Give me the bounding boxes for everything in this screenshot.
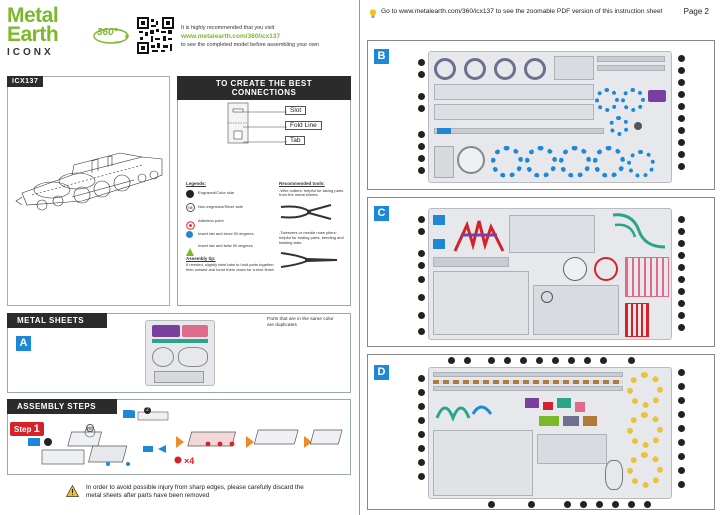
badge-360-text: 360°	[97, 27, 118, 38]
sheet-d-label: D	[374, 365, 389, 380]
part-number-marker	[504, 357, 511, 364]
qr-url-link[interactable]: www.metalearth.com/360/icx137	[181, 33, 281, 40]
locomotive-illustration	[12, 135, 167, 217]
legend-row-attention	[186, 217, 274, 226]
part-number-marker	[678, 411, 685, 418]
legend-row-twist	[186, 243, 274, 251]
metal-part	[648, 90, 666, 102]
part-number-marker	[568, 357, 575, 364]
part-number-marker	[678, 264, 685, 271]
sheet-d-panel	[367, 354, 715, 510]
part-number-marker	[528, 501, 535, 508]
qr-code[interactable]	[137, 17, 174, 54]
metal-part	[433, 372, 623, 377]
part-number-marker	[418, 155, 425, 162]
needle-nose-pliers-icon	[279, 249, 339, 271]
metal-part	[627, 452, 663, 488]
metal-part	[491, 146, 523, 178]
callout-number: 2	[144, 407, 151, 414]
legend-row-silver	[186, 203, 274, 212]
sheet-b-panel	[367, 40, 715, 190]
sheet-d-plate[interactable]	[428, 367, 672, 499]
part-number-marker	[678, 139, 685, 146]
metal-part	[152, 339, 208, 343]
page-divider	[359, 0, 360, 515]
part-number-marker	[678, 91, 685, 98]
qr-text	[181, 25, 351, 48]
metal-part	[433, 386, 623, 391]
brand-line2: Earth	[7, 23, 59, 46]
step-label: Step	[14, 425, 32, 434]
metal-part	[594, 257, 618, 281]
metal-part	[537, 434, 607, 464]
metal-part	[464, 58, 486, 80]
metal-sheets-title: METAL SHEETS	[7, 313, 107, 328]
step-number: 1	[33, 423, 40, 435]
part-number-marker	[628, 501, 635, 508]
part-number-marker	[418, 228, 425, 235]
legend-bend: Insert tab and bend 90 degrees	[198, 230, 254, 236]
part-number-marker	[678, 67, 685, 74]
part-number-marker	[678, 312, 685, 319]
metal-part	[543, 402, 553, 410]
metal-part	[178, 347, 208, 367]
part-number-marker	[678, 163, 685, 170]
part-number-marker	[418, 459, 425, 466]
part-number-marker	[678, 127, 685, 134]
metal-part	[437, 128, 451, 134]
part-number-marker	[536, 357, 543, 364]
tip-title: Assembly tip:	[186, 255, 216, 261]
fold-line-label: Fold Line	[285, 121, 322, 130]
duplicates-note: Parts that are in the same color are duplicates	[267, 317, 334, 328]
part-number-marker	[418, 71, 425, 78]
part-number-marker	[678, 151, 685, 158]
tools-pliers: -Tweezers or needle nose pliers: helpful for folding parts, bending and twisting tabs.	[279, 230, 344, 245]
warning-text: In order to avoid possible injury from sharp edges, please carefully discard the metal sheets after parts have been removed	[86, 484, 304, 500]
metal-part	[557, 398, 571, 408]
teal-parts	[435, 394, 495, 424]
part-number-marker	[678, 453, 685, 460]
part-number-marker	[418, 93, 425, 100]
attention-icon	[186, 217, 195, 226]
legend-engraved: Engraved/Color side	[198, 190, 235, 196]
part-number-marker	[596, 501, 603, 508]
part-number-marker	[678, 397, 685, 404]
callout-box: D	[132, 407, 136, 413]
part-number-marker	[678, 300, 685, 307]
metal-part	[539, 416, 559, 426]
brand-line1: Metal	[7, 4, 59, 27]
metal-part	[434, 104, 594, 120]
part-number-marker	[418, 276, 425, 283]
tools-cutters: -Wire cutters: helpful for taking parts from the metal sheets.	[279, 187, 344, 198]
legend-row-engraved	[186, 190, 274, 198]
bend-tab-icon	[186, 231, 193, 238]
slot-label: Slot	[285, 106, 306, 115]
metal-part	[525, 398, 539, 408]
part-number-marker	[418, 389, 425, 396]
model-panel	[7, 76, 170, 306]
metal-part	[433, 430, 533, 496]
sheet-c-panel	[367, 197, 715, 347]
sheet-c-plate[interactable]	[428, 208, 672, 340]
part-number-marker	[418, 131, 425, 138]
metal-part	[625, 257, 669, 297]
metal-part	[433, 239, 445, 249]
part-number-marker	[418, 403, 425, 410]
metal-part	[593, 146, 625, 178]
part-number-marker	[678, 467, 685, 474]
legend-silver: Non-engraved/Silver side	[198, 203, 243, 209]
zoomable-pdf-link[interactable]: Go to www.metalearth.com/360/icx137 to see the zoomable PDF version of this instruction sheet	[381, 7, 663, 15]
part-number-marker	[644, 501, 651, 508]
part-number-marker	[678, 240, 685, 247]
silver-side-icon: NE	[186, 203, 195, 212]
part-number-marker	[678, 79, 685, 86]
metal-part	[434, 84, 594, 100]
part-number-marker	[418, 262, 425, 269]
sheet-b-label: B	[374, 49, 389, 64]
metal-part	[433, 257, 509, 267]
assembly-ne-mark: NE	[87, 426, 93, 431]
assembly-title: ASSEMBLY STEPS	[7, 399, 117, 414]
metal-part	[433, 271, 529, 335]
model-code: ICX137	[7, 76, 43, 87]
part-number-marker	[678, 324, 685, 331]
tip-text: If needed, slightly twist tabs to hold parts together then untwist and bend them down for a nice finish	[186, 262, 274, 273]
part-number-marker	[678, 369, 685, 376]
part-number-marker	[678, 439, 685, 446]
part-number-marker	[678, 228, 685, 235]
metal-part	[625, 303, 649, 337]
legend-block	[186, 181, 274, 273]
warning-icon	[66, 485, 79, 497]
brand-logo	[7, 6, 77, 66]
page-number: Page 2	[683, 6, 709, 16]
metal-part	[597, 56, 665, 62]
metal-part	[583, 416, 597, 426]
sheet-c-label: C	[374, 206, 389, 221]
part-number-marker	[612, 501, 619, 508]
part-number-marker	[418, 312, 425, 319]
part-number-marker	[418, 328, 425, 335]
metal-part	[559, 146, 591, 178]
assembly-panel	[7, 399, 351, 475]
part-number-marker	[488, 357, 495, 364]
part-number-marker	[678, 425, 685, 432]
metal-part	[541, 291, 553, 303]
part-number-marker	[580, 501, 587, 508]
right-header	[369, 6, 709, 16]
metal-part	[494, 58, 516, 80]
qr-code-icon	[137, 17, 174, 54]
part-number-marker	[418, 445, 425, 452]
metal-part	[627, 412, 663, 448]
legend-attention: Attention point	[198, 217, 224, 223]
metal-part	[605, 460, 623, 490]
part-number-marker	[678, 383, 685, 390]
times-four: ×4	[184, 456, 195, 466]
sheet-b-plate[interactable]	[428, 51, 672, 183]
part-number-marker	[488, 501, 495, 508]
part-number-marker	[418, 143, 425, 150]
metal-part	[563, 416, 579, 426]
metal-part	[634, 122, 642, 130]
metal-part	[627, 372, 663, 408]
metal-part	[621, 88, 645, 112]
metal-part	[525, 146, 557, 178]
qr-text-line1: It is highly recommended that you visit	[181, 25, 275, 31]
part-number-marker	[418, 375, 425, 382]
legend-title: Legends:	[186, 181, 207, 186]
metal-part	[627, 150, 655, 178]
part-number-marker	[552, 357, 559, 364]
metal-part	[554, 56, 594, 80]
connections-title: TO CREATE THE BEST CONNECTIONS	[177, 76, 351, 100]
metal-part	[433, 215, 445, 225]
wire-cutters-icon	[279, 201, 334, 223]
metal-part	[434, 128, 604, 134]
legend-twist: Insert tab and twist 90 degrees	[198, 243, 253, 249]
sheet-a-thumbnail[interactable]	[145, 320, 215, 386]
metal-part	[152, 325, 180, 337]
part-number-marker	[418, 250, 425, 257]
part-number-marker	[418, 216, 425, 223]
metal-sheets-panel	[7, 313, 351, 393]
part-number-marker	[464, 357, 471, 364]
metal-part	[182, 325, 208, 337]
part-number-marker	[564, 501, 571, 508]
legend-row-bend	[186, 231, 274, 238]
left-page	[0, 0, 358, 515]
part-number-marker	[418, 417, 425, 424]
metal-part	[563, 257, 587, 281]
part-number-marker	[584, 357, 591, 364]
connections-panel	[177, 76, 351, 306]
warning	[66, 484, 306, 500]
part-number-marker	[628, 357, 635, 364]
metal-part	[152, 347, 174, 367]
brand-sub: ICONX	[7, 47, 54, 58]
part-number-marker	[448, 357, 455, 364]
part-number-marker	[418, 167, 425, 174]
part-number-marker	[418, 431, 425, 438]
part-number-marker	[418, 473, 425, 480]
part-number-marker	[418, 105, 425, 112]
part-number-marker	[678, 481, 685, 488]
tools-block	[279, 181, 347, 276]
part-number-marker	[678, 115, 685, 122]
part-number-marker	[678, 276, 685, 283]
right-page	[361, 0, 720, 515]
metal-part	[434, 146, 454, 178]
part-number-marker	[600, 357, 607, 364]
lightbulb-icon	[369, 6, 377, 16]
part-number-marker	[418, 294, 425, 301]
part-number-marker	[678, 55, 685, 62]
red-purple-parts	[451, 215, 507, 255]
view-360-badge[interactable]	[92, 22, 130, 46]
part-number-marker	[520, 357, 527, 364]
part-number-marker	[678, 288, 685, 295]
metal-part	[434, 58, 456, 80]
part-number-marker	[418, 59, 425, 66]
metal-part	[433, 380, 623, 384]
metal-part	[597, 65, 665, 71]
metal-part	[575, 402, 585, 412]
part-number-marker	[678, 103, 685, 110]
metal-part	[609, 116, 629, 136]
engraved-side-icon	[186, 190, 194, 198]
tab-label: Tab	[285, 136, 305, 145]
metal-part	[457, 146, 485, 174]
green-parts	[609, 211, 669, 251]
qr-text-line3: to see the completed model before assembling your own	[181, 42, 319, 48]
metal-part	[524, 58, 546, 80]
part-number-marker	[678, 252, 685, 259]
part-number-marker	[678, 216, 685, 223]
tools-title: Recommended tools:	[279, 181, 325, 186]
metal-part	[509, 215, 595, 253]
metal-part	[154, 371, 204, 383]
sheet-a-label: A	[16, 336, 31, 351]
badge-360-sub: view	[114, 39, 123, 44]
metal-part	[595, 88, 619, 112]
twist-tab-icon	[186, 243, 194, 251]
